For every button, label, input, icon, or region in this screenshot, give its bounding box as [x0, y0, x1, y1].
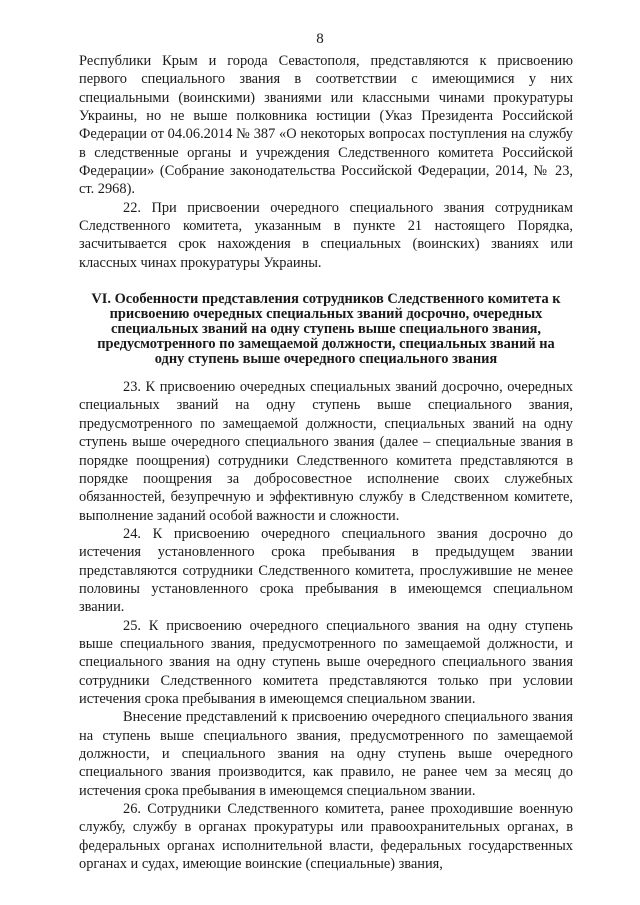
- paragraph-23: 23. К присвоению очередных специальных званий досрочно, очередных специальных званий на одну ступень выше специального звания, предусмотренного по замещаемой должности, специальных званий на одну ступень выше очередного специального звания (далее – специальные звания в порядке поощрения) сотрудники Следственного комитета представляются в порядке поощрения за добросовестное исполнение своих служебных обязанностей, безупречную и эффективную службу в Следственном комитете, выполнение заданий особой важности и сложности.: [79, 379, 573, 524]
- paragraph-26: 26. Сотрудники Следственного комитета, ранее проходившие военную службу, службу в органах прокуратуры или правоохранительных органах, в федеральных органах исполнительной власти, федеральных государственных органах и судах, имеющие воинские (специальные) звания,: [79, 801, 573, 873]
- paragraph-24: 24. К присвоению очередного специального звания досрочно до истечения установленного срока пребывания в предыдущем звании представляются сотрудники Следственного комитета, прослужившие не менее половины установленного срока пребывания в имеющемся специальном звании.: [79, 525, 573, 616]
- paragraph-22: 22. При присвоении очередного специального звания сотрудникам Следственного комитета, указанным в пункте 21 настоящего Порядка, засчитывается срок нахождения в специальных (воинских) званиях или классных чинах прокуратуры Украины.: [79, 199, 573, 271]
- section-heading: VI. Особенности представления сотрудников Следственного комитета к присвоению очередных специальных званий досрочно, очередных специальных званий на одну ступень выше специального звания, предусмотренного по замещаемой должности, специальных званий на одну ступень выше очередного специального звания: [91, 291, 561, 368]
- paragraph-25: 25. К присвоению очередного специального звания на одну ступень выше специального звания, предусмотренного по замещаемой должности, и специального звания на одну ступень выше очередного специального звания сотрудники Следственного комитета представляются только при условии истечения срока пребывания в имеющемся специальном звании.: [79, 617, 573, 707]
- paragraph-continuation: Республики Крым и города Севастополя, представляются к присвоению первого специального звания в соответствии с имеющимися у них специальными (воинскими) званиями или классными чинами прокуратуры Украины, но не выше полковника юстиции (Указ Президента Российской Федерации от 04.06.2014 № 387 «О некоторых вопросах поступления на службу в следственные органы и учреждения Следственного комитета Российской Федерации» (Собрание законодательства Российской Федерации, 2014, № 23, ст. 2968).: [79, 53, 573, 198]
- paragraph-25-submission: Внесение представлений к присвоению очередного специального звания на ступень выше специального звания, предусмотренного по замещаемой должности, и специального звания на одну ступень выше очередного специального звания производится, как правило, не ранее чем за месяц до истечения срока пребывания в имеющемся специальном звании.: [79, 709, 573, 799]
- page-number: 8: [316, 31, 324, 47]
- document-body: [79, 52, 573, 873]
